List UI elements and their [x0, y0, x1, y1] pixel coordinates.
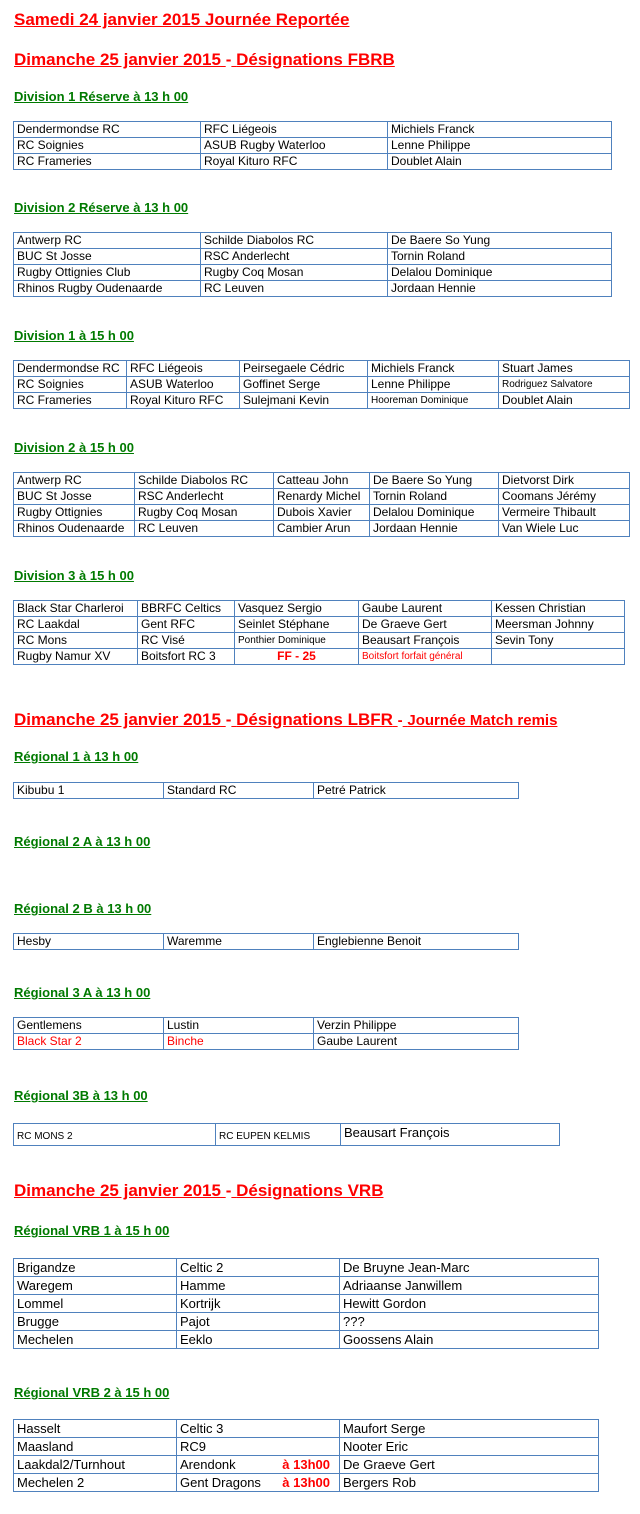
- home-team: BUC St Josse: [14, 489, 135, 505]
- table-row: [14, 617, 625, 633]
- home-team: Black Star 2: [14, 1034, 164, 1050]
- referee: Maufort Serge: [340, 1420, 599, 1438]
- kickoff-note: [330, 1420, 336, 1437]
- table-row: [14, 1438, 599, 1456]
- referee: De Baere So Yung: [388, 233, 612, 249]
- away-team-cell: [177, 1474, 340, 1492]
- away-team: Waremme: [164, 934, 314, 950]
- referee: De Baere So Yung: [370, 473, 499, 489]
- away-team: Schilde Diabolos RC: [201, 233, 388, 249]
- schedule-table: [13, 232, 612, 297]
- home-team: RC Frameries: [14, 393, 127, 409]
- section-title: Régional VRB 2 à 15 h 00: [14, 1385, 170, 1400]
- home-team: Laakdal2/Turnhout: [14, 1456, 177, 1474]
- away-team: RSC Anderlecht: [135, 489, 274, 505]
- table-row: [14, 1124, 560, 1146]
- kickoff-note: à 13h00: [282, 1475, 330, 1490]
- section-title: Régional 3B à 13 h 00: [14, 1088, 148, 1103]
- away-team: Pajot: [177, 1313, 340, 1331]
- assistant-referee: Catteau John: [274, 473, 370, 489]
- away-team: RC Leuven: [201, 281, 388, 297]
- referee: Michiels Franck: [368, 361, 499, 377]
- home-team: Rhinos Oudenaarde: [14, 521, 135, 537]
- fbrb-heading: [14, 50, 395, 70]
- table-row: [14, 154, 612, 170]
- referee: De Bruyne Jean-Marc: [340, 1259, 599, 1277]
- schedule-table: [13, 1123, 560, 1146]
- assistant-referee: Sulejmani Kevin: [240, 393, 368, 409]
- table-row: [14, 633, 625, 649]
- schedule-table: [13, 472, 630, 537]
- assistant-referee: Peirsegaele Cédric: [240, 361, 368, 377]
- home-team: Antwerp RC: [14, 233, 201, 249]
- away-team: Hamme: [177, 1277, 340, 1295]
- away-team: Arendonk: [180, 1457, 236, 1472]
- table-row: [14, 473, 630, 489]
- table-row: [14, 1259, 599, 1277]
- away-team: RSC Anderlecht: [201, 249, 388, 265]
- referee: Michiels Franck: [388, 122, 612, 138]
- referee: De Graeve Gert: [359, 617, 492, 633]
- away-team: RC Visé: [138, 633, 235, 649]
- home-team: RC Soignies: [14, 377, 127, 393]
- referee: Adriaanse Janwillem: [340, 1277, 599, 1295]
- assistant-referee: Seinlet Stéphane: [235, 617, 359, 633]
- away-team: Royal Kituro RFC: [201, 154, 388, 170]
- assistant-referee: Stuart James: [499, 361, 630, 377]
- empty-cell: [492, 649, 625, 665]
- lbfr-heading-dash2: -: [397, 712, 403, 729]
- away-team: RC9: [180, 1439, 207, 1454]
- away-team: Eeklo: [177, 1331, 340, 1349]
- home-team: Maasland: [14, 1438, 177, 1456]
- table-row: [14, 601, 625, 617]
- header-postponed: Samedi 24 janvier 2015 Journée Reportée: [14, 10, 350, 29]
- referee: ???: [340, 1313, 599, 1331]
- home-team: BUC St Josse: [14, 249, 201, 265]
- away-team: ASUB Rugby Waterloo: [201, 138, 388, 154]
- away-team-cell: [177, 1420, 340, 1438]
- section-title: Division 1 Réserve à 13 h 00: [14, 89, 189, 104]
- referee: Lenne Philippe: [368, 377, 499, 393]
- referee: Petré Patrick: [314, 783, 519, 799]
- section-title: Régional 3 A à 13 h 00: [14, 985, 151, 1000]
- table-row: [14, 1313, 599, 1331]
- referee: Tornin Roland: [370, 489, 499, 505]
- away-team: Lustin: [164, 1018, 314, 1034]
- home-team: Waregem: [14, 1277, 177, 1295]
- table-row: [14, 1295, 599, 1313]
- vrb-heading-label: Désignations VRB: [236, 1181, 384, 1200]
- home-team: Lommel: [14, 1295, 177, 1313]
- section-title: Division 1 à 15 h 00: [14, 328, 134, 343]
- home-team: RC Frameries: [14, 154, 201, 170]
- assistant-referee: Dubois Xavier: [274, 505, 370, 521]
- assistant-referee: Doublet Alain: [499, 393, 630, 409]
- schedule-table: [13, 360, 630, 409]
- section-title: Régional 1 à 13 h 00: [14, 749, 139, 764]
- table-row: [14, 934, 519, 950]
- away-team: Rugby Coq Mosan: [201, 265, 388, 281]
- assistant-referee: Meersman Johnny: [492, 617, 625, 633]
- table-row: [14, 138, 612, 154]
- schedule-table: [13, 1017, 519, 1050]
- kickoff-note: à 13h00: [282, 1457, 330, 1472]
- home-team: Dendermondse RC: [14, 361, 127, 377]
- referee: Gaube Laurent: [359, 601, 492, 617]
- referee: Beausart François: [341, 1124, 560, 1146]
- assistant-referee: Vermeire Thibault: [499, 505, 630, 521]
- table-row: [14, 649, 625, 665]
- away-team: Boitsfort RC 3: [138, 649, 235, 665]
- home-team: RC Mons: [14, 633, 138, 649]
- referee: Nooter Eric: [340, 1438, 599, 1456]
- table-row: [14, 1277, 599, 1295]
- table-row: [14, 393, 630, 409]
- away-team: RC EUPEN KELMIS: [216, 1124, 341, 1146]
- referee: Gaube Laurent: [314, 1034, 519, 1050]
- section-title: Division 3 à 15 h 00: [14, 568, 134, 583]
- table-row: [14, 1474, 599, 1492]
- referee: Englebienne Benoit: [314, 934, 519, 950]
- table-row: [14, 1456, 599, 1474]
- home-team: Rugby Ottignies: [14, 505, 135, 521]
- referee: Delalou Dominique: [370, 505, 499, 521]
- table-row: [14, 281, 612, 297]
- lbfr-heading: [14, 710, 557, 730]
- home-team: Black Star Charleroi: [14, 601, 138, 617]
- away-team: Gent RFC: [138, 617, 235, 633]
- schedule-table: [13, 1258, 599, 1349]
- assistant-referee: Dietvorst Dirk: [499, 473, 630, 489]
- away-team: Kortrijk: [177, 1295, 340, 1313]
- away-team: Schilde Diabolos RC: [135, 473, 274, 489]
- referee: Bergers Rob: [340, 1474, 599, 1492]
- away-team: Royal Kituro RFC: [127, 393, 240, 409]
- schedule-table: [13, 121, 612, 170]
- home-team: Mechelen 2: [14, 1474, 177, 1492]
- home-team: Kibubu 1: [14, 783, 164, 799]
- home-team: Hasselt: [14, 1420, 177, 1438]
- home-team: RC Laakdal: [14, 617, 138, 633]
- lbfr-heading-dash: -: [225, 710, 232, 729]
- table-row: [14, 233, 612, 249]
- referee: Verzin Philippe: [314, 1018, 519, 1034]
- schedule-table: [13, 782, 519, 799]
- section-title: Régional VRB 1 à 15 h 00: [14, 1223, 170, 1238]
- forfeit-score: FF - 25: [235, 649, 359, 665]
- table-row: [14, 122, 612, 138]
- away-team: RC Leuven: [135, 521, 274, 537]
- table-row: [14, 521, 630, 537]
- vrb-heading-dash: -: [225, 1181, 232, 1200]
- section-title: Régional 2 B à 13 h 00: [14, 901, 152, 916]
- home-team: Mechelen: [14, 1331, 177, 1349]
- away-team: BBRFC Celtics: [138, 601, 235, 617]
- assistant-referee: Goffinet Serge: [240, 377, 368, 393]
- home-team: Hesby: [14, 934, 164, 950]
- away-team: RFC Liégeois: [127, 361, 240, 377]
- lbfr-heading-note: Journée Match remis: [407, 712, 558, 729]
- referee: Lenne Philippe: [388, 138, 612, 154]
- away-team: Standard RC: [164, 783, 314, 799]
- home-team: Brigandze: [14, 1259, 177, 1277]
- referee: Delalou Dominique: [388, 265, 612, 281]
- home-team: RC Soignies: [14, 138, 201, 154]
- referee: Goossens Alain: [340, 1331, 599, 1349]
- referee: Hewitt Gordon: [340, 1295, 599, 1313]
- fbrb-heading-date: Dimanche 25 janvier 2015: [14, 50, 221, 69]
- table-row: [14, 489, 630, 505]
- assistant-referee: Kessen Christian: [492, 601, 625, 617]
- home-team: Antwerp RC: [14, 473, 135, 489]
- referee: Hooreman Dominique: [368, 393, 499, 409]
- away-team: RFC Liégeois: [201, 122, 388, 138]
- home-team: Dendermondse RC: [14, 122, 201, 138]
- table-row: [14, 1034, 519, 1050]
- assistant-referee: Cambier Arun: [274, 521, 370, 537]
- referee: Tornin Roland: [388, 249, 612, 265]
- lbfr-heading-date: Dimanche 25 janvier 2015: [14, 710, 221, 729]
- away-team: Celtic 2: [177, 1259, 340, 1277]
- vrb-heading: [14, 1181, 383, 1201]
- assistant-referee: Rodriguez Salvatore: [499, 377, 630, 393]
- away-team: Rugby Coq Mosan: [135, 505, 274, 521]
- kickoff-note: [330, 1438, 336, 1455]
- section-title: Division 2 à 15 h 00: [14, 440, 134, 455]
- home-team: Gentlemens: [14, 1018, 164, 1034]
- home-team: RC MONS 2: [14, 1124, 216, 1146]
- section-title: Régional 2 A à 13 h 00: [14, 834, 151, 849]
- forfeit-note: Boitsfort forfait général: [359, 649, 492, 665]
- table-row: [14, 361, 630, 377]
- assistant-referee: Sevin Tony: [492, 633, 625, 649]
- schedule-table: [13, 1419, 599, 1492]
- lbfr-heading-label: Désignations LBFR: [236, 710, 393, 729]
- table-row: [14, 1018, 519, 1034]
- referee: De Graeve Gert: [340, 1456, 599, 1474]
- home-team: Rugby Ottignies Club: [14, 265, 201, 281]
- section-title: Division 2 Réserve à 13 h 00: [14, 200, 189, 215]
- referee: Beausart François: [359, 633, 492, 649]
- table-row: [14, 265, 612, 281]
- away-team: Binche: [164, 1034, 314, 1050]
- table-row: [14, 1331, 599, 1349]
- assistant-referee: Van Wiele Luc: [499, 521, 630, 537]
- table-row: [14, 783, 519, 799]
- assistant-referee: Vasquez Sergio: [235, 601, 359, 617]
- vrb-heading-date: Dimanche 25 janvier 2015: [14, 1181, 221, 1200]
- table-row: [14, 1420, 599, 1438]
- schedule-table: [13, 600, 625, 665]
- away-team: Celtic 3: [180, 1421, 224, 1436]
- table-row: [14, 505, 630, 521]
- referee: Jordaan Hennie: [388, 281, 612, 297]
- assistant-referee: Coomans Jérémy: [499, 489, 630, 505]
- home-team: Rhinos Rugby Oudenaarde: [14, 281, 201, 297]
- assistant-referee: Renardy Michel: [274, 489, 370, 505]
- schedule-table: [13, 933, 519, 950]
- table-row: [14, 377, 630, 393]
- referee: Jordaan Hennie: [370, 521, 499, 537]
- away-team-cell: [177, 1438, 340, 1456]
- away-team: Gent Dragons: [180, 1475, 261, 1490]
- referee: Doublet Alain: [388, 154, 612, 170]
- assistant-referee: Ponthier Dominique: [235, 633, 359, 649]
- away-team-cell: [177, 1456, 340, 1474]
- home-team: Rugby Namur XV: [14, 649, 138, 665]
- away-team: ASUB Waterloo: [127, 377, 240, 393]
- fbrb-heading-label: Désignations FBRB: [236, 50, 395, 69]
- table-row: [14, 249, 612, 265]
- home-team: Brugge: [14, 1313, 177, 1331]
- fbrb-heading-dash: -: [225, 50, 232, 69]
